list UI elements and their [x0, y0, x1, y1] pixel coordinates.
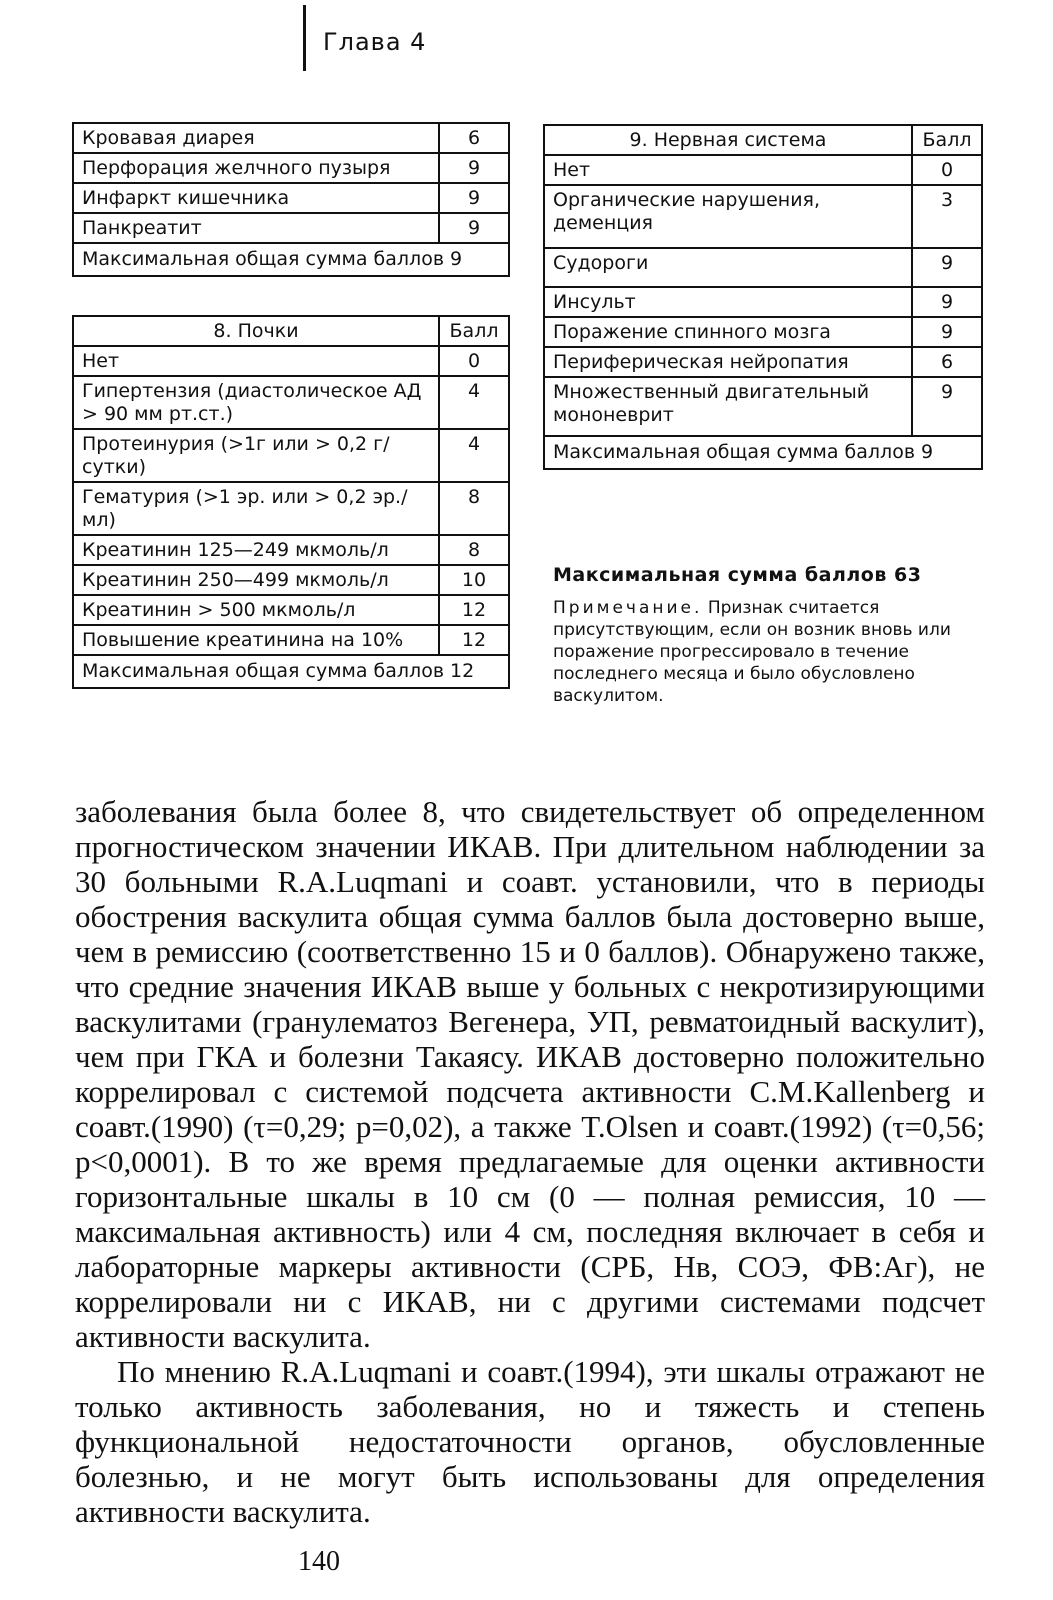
score-column-header: Балл: [439, 316, 509, 346]
table-title: 8. Почки: [73, 316, 439, 346]
row-label: Кровавая диарея: [73, 123, 439, 153]
table-total-row: [73, 243, 509, 276]
table-row: [73, 346, 509, 376]
row-label: Повышение креатинина на 10%: [73, 625, 439, 655]
row-score: 9: [912, 287, 982, 317]
table-row: [544, 248, 982, 287]
table-title: 9. Нервная система: [544, 125, 912, 155]
table-row: [544, 377, 982, 436]
table-row: [73, 183, 509, 213]
body-paragraph: заболевания была более 8, что свидетельствует об определенном прогностическом значении ИКАВ. При длительном наблюдении за 30 больными R.A.Luqmani и соавт. установили, что в периоды обострения васкулита общая сумма баллов была достоверно выше, чем в ремиссию (соответственно 15 и 0 баллов). Обнаружено также, что средние значения ИКАВ выше у больных с некротизирующими васкулитами (гранулематоз Вегенера, УП, ревматоидный васкулит), чем при ГКА и болезни Такаясу. ИКАВ достоверно положительно коррелировал с системой подсчета активности С.M.Kallenberg и соавт.(1990) (τ=0,29; p=0,02), а также T.Olsen и соавт.(1992) (τ=0,56; p<0,0001). В то же время предлагаемые для оценки активности горизонтальные шкалы в 10 см (0 — полная ремиссия, 10 — максимальная активность) или 4 см, последняя включает в себя и лабораторные маркеры активности (СРБ, Нв, СОЭ, ФВ:Аг), не коррелировали ни с ИКАВ, ни с другими системами подсчет активности васкулита.: [75, 794, 985, 1354]
row-label: Множественный двигательный мононеврит: [544, 377, 912, 436]
row-label: Протеинурия (>1г или > 0,2 г/сутки): [73, 429, 439, 482]
row-score: 9: [439, 213, 509, 243]
table-header-row: [544, 125, 982, 155]
row-score: 4: [439, 376, 509, 429]
page-number: 140: [298, 1546, 340, 1577]
row-label: Инсульт: [544, 287, 912, 317]
table-row: [73, 482, 509, 535]
row-score: 8: [439, 535, 509, 565]
row-score: 3: [912, 185, 982, 248]
table-total: Максимальная общая сумма баллов 9: [544, 436, 982, 469]
table-row: [73, 123, 509, 153]
row-label: Судороги: [544, 248, 912, 287]
gi-score-table: [72, 122, 510, 277]
kidney-score-table: [72, 315, 510, 689]
table-row: [73, 535, 509, 565]
table-row: [544, 185, 982, 248]
row-label: Креатинин > 500 мкмоль/л: [73, 595, 439, 625]
row-score: 9: [912, 317, 982, 347]
note-text: Признак считается присутствующим, если он возник вновь или поражение прогрессировало в течение последнего месяца и было обусловлено васкулитом.: [553, 598, 951, 706]
table-row: [73, 625, 509, 655]
row-score: 12: [439, 625, 509, 655]
score-column-header: Балл: [912, 125, 982, 155]
row-score: 9: [912, 377, 982, 436]
table-row: [73, 595, 509, 625]
body-text: [75, 794, 985, 1529]
table-row: [73, 565, 509, 595]
nervous-system-score-table: [543, 124, 983, 470]
row-label: Креатинин 250—499 мкмоль/л: [73, 565, 439, 595]
row-label: Перфорация желчного пузыря: [73, 153, 439, 183]
row-score: 10: [439, 565, 509, 595]
table-row: [544, 155, 982, 185]
row-label: Периферическая нейропатия: [544, 347, 912, 377]
table-row: [544, 317, 982, 347]
table-row: [73, 429, 509, 482]
row-score: 12: [439, 595, 509, 625]
row-label: Поражение спинного мозга: [544, 317, 912, 347]
row-score: 4: [439, 429, 509, 482]
table-total: Максимальная общая сумма баллов 12: [73, 655, 509, 688]
row-label: Нет: [544, 155, 912, 185]
table-row: [73, 153, 509, 183]
row-label: Гипертензия (диастолическое АД > 90 мм рт.ст.): [73, 376, 439, 429]
row-label: Инфаркт кишечника: [73, 183, 439, 213]
table-header-row: [73, 316, 509, 346]
row-score: 9: [439, 183, 509, 213]
table-row: [544, 287, 982, 317]
row-label: Креатинин 125—249 мкмоль/л: [73, 535, 439, 565]
row-label: Гематурия (>1 эр. или > 0,2 эр./мл): [73, 482, 439, 535]
row-score: 9: [912, 248, 982, 287]
max-score-summary: Максимальная сумма баллов 63: [553, 564, 922, 586]
table-row: [73, 213, 509, 243]
row-score: 0: [439, 346, 509, 376]
body-paragraph: По мнению R.A.Luqmani и соавт.(1994), эти шкалы отражают не только активность заболевания, но и тяжесть и степень функциональной недостаточности органов, обусловленные болезнью, и не могут быть использованы для определения активности васкулита.: [75, 1354, 985, 1529]
row-label: Органические нарушения, деменция: [544, 185, 912, 248]
table-row: [544, 347, 982, 377]
row-score: 0: [912, 155, 982, 185]
row-score: 6: [912, 347, 982, 377]
table-note: [553, 597, 988, 707]
row-label: Нет: [73, 346, 439, 376]
note-label: Примечание.: [553, 598, 703, 618]
row-score: 9: [439, 153, 509, 183]
row-score: 8: [439, 482, 509, 535]
header-rule: [303, 5, 306, 71]
table-total-row: [73, 655, 509, 688]
table-total: Максимальная общая сумма баллов 9: [73, 243, 509, 276]
row-label: Панкреатит: [73, 213, 439, 243]
row-score: 6: [439, 123, 509, 153]
chapter-title: Глава 4: [323, 28, 427, 56]
table-row: [73, 376, 509, 429]
table-total-row: [544, 436, 982, 469]
